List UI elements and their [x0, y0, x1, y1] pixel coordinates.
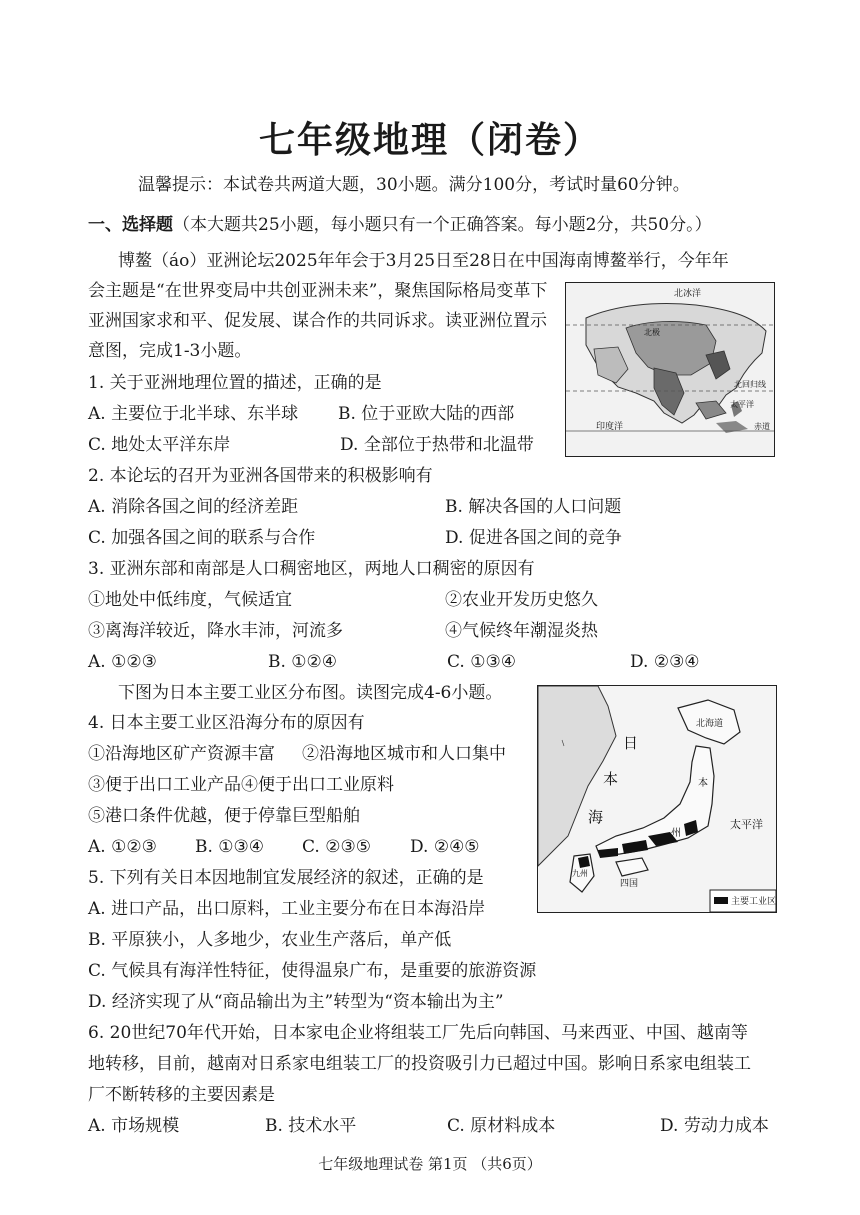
q1-option-a[interactable]: A. 主要位于北半球、东半球: [88, 404, 299, 424]
q3-statement-2: ②农业开发历史悠久: [445, 590, 598, 610]
q3-option-b[interactable]: B. ①②④: [268, 652, 338, 672]
q6-option-d[interactable]: D. 劳动力成本: [660, 1116, 769, 1136]
q4-option-a[interactable]: A. ①②③: [88, 837, 157, 857]
passage-line: 博鳌（áo）亚洲论坛2025年年会于3月25日至28日在中国海南博鳌举行，今年年: [118, 251, 729, 271]
q2-option-c[interactable]: C. 加强各国之间的联系与合作: [88, 528, 316, 548]
q4-option-d[interactable]: D. ②④⑤: [410, 837, 480, 857]
map-label-shikoku: 四国: [620, 879, 639, 889]
q5-option-b[interactable]: B. 平原狭小，人多地少，农业生产落后，单产低: [88, 930, 452, 950]
map-label-tropic: 北回归线: [734, 380, 766, 389]
q1-option-b[interactable]: B. 位于亚欧大陆的西部: [338, 404, 515, 424]
japan-map-graphic: [538, 686, 777, 913]
section-heading: [88, 214, 712, 236]
q4-statement-5: ⑤港口条件优越，便于停靠巨型船舶: [88, 806, 360, 826]
map-label-pacific-ocean: 太平洋: [730, 818, 763, 831]
map-label-honshu-1: 本: [698, 778, 708, 789]
exam-tip: 温馨提示：本试卷共两道大题，30小题。满分100分，考试时量60分钟。: [138, 175, 690, 195]
q2-option-d[interactable]: D. 促进各国之间的竞争: [445, 528, 622, 548]
passage-2-intro: 下图为日本主要工业区分布图。读图完成4-6小题。: [118, 683, 503, 703]
q1-option-d[interactable]: D. 全部位于热带和北温带: [340, 435, 534, 455]
q1-option-c[interactable]: C. 地处太平洋东岸: [88, 435, 231, 455]
q6-option-b[interactable]: B. 技术水平: [265, 1116, 357, 1136]
page-footer: 七年级地理试卷 第1页 （共6页）: [318, 1155, 542, 1173]
map-label-arctic-ocean: 北冰洋: [674, 289, 702, 299]
map-label-indian-ocean: 印度洋: [596, 422, 624, 432]
legend-label: 主要工业区: [731, 897, 777, 907]
q3-statement-3: ③离海洋较近，降水丰沛，河流多: [88, 621, 343, 641]
map-label-ben: 本: [603, 770, 619, 788]
question-2-stem: 2. 本论坛的召开为亚洲各国带来的积极影响有: [88, 466, 433, 486]
legend-swatch: [714, 897, 728, 904]
map-label-kyushu: 九州: [572, 869, 588, 878]
question-1-stem: 1. 关于亚洲地理位置的描述，正确的是: [88, 373, 382, 393]
map-label-hokkaido: 北海道: [696, 719, 724, 729]
question-5-stem: 5. 下列有关日本因地制宜发展经济的叙述，正确的是: [88, 868, 484, 888]
map-label-arctic-circle: 北极: [644, 328, 660, 337]
section-number: 一、选择题: [88, 215, 173, 235]
q5-option-a[interactable]: A. 进口产品，出口原料，工业主要分布在日本海沿岸: [88, 899, 486, 919]
q3-option-d[interactable]: D. ②③④: [630, 652, 700, 672]
question-6-stem-line3: 厂不断转移的主要因素是: [88, 1085, 275, 1105]
section-description: （本大题共25小题，每小题只有一个正确答案。每小题2分，共50分。）: [173, 215, 712, 235]
question-6-stem-line2: 地转移，目前，越南对日系家电组装工厂的投资吸引力已超过中国。影响日系家电组装工: [88, 1054, 751, 1074]
asia-map-graphic: [566, 283, 775, 457]
q6-option-a[interactable]: A. 市场规模: [88, 1116, 180, 1136]
q2-option-a[interactable]: A. 消除各国之间的经济差距: [88, 497, 299, 517]
q3-option-a[interactable]: A. ①②③: [88, 652, 157, 672]
question-3-stem: 3. 亚洲东部和南部是人口稠密地区，两地人口稠密的原因有: [88, 559, 535, 579]
japan-industry-map: [537, 685, 777, 913]
q4-option-b[interactable]: B. ①③④: [195, 837, 265, 857]
question-6-stem-line1: 6. 20世纪70年代开始，日本家电企业将组装工厂先后向韩国、马来西亚、中国、越南等: [88, 1023, 748, 1043]
map-label-honshu-2: 州: [671, 828, 681, 839]
map-label-hai: 海: [588, 808, 604, 826]
passage-line: 会主题是“在世界变局中共创亚洲未来”，聚焦国际格局变革下: [88, 281, 548, 301]
q3-statement-4: ④气候终年潮湿炎热: [445, 621, 598, 641]
map-label-pacific: 太平洋: [730, 400, 754, 409]
q4-statement-1: ①沿海地区矿产资源丰富: [88, 744, 275, 764]
passage-line: 亚洲国家求和平、促发展、谋合作的共同诉求。读亚洲位置示: [88, 311, 547, 331]
q5-option-c[interactable]: C. 气候具有海洋性特征，使得温泉广布，是重要的旅游资源: [88, 961, 537, 981]
q3-statement-1: ①地处中低纬度，气候适宜: [88, 590, 292, 610]
q3-option-c[interactable]: C. ①③④: [447, 652, 516, 672]
q6-option-c[interactable]: C. 原材料成本: [447, 1116, 556, 1136]
q4-option-c[interactable]: C. ②③⑤: [302, 837, 371, 857]
question-4-stem: 4. 日本主要工业区沿海分布的原因有: [88, 713, 365, 733]
map-label-equator: 赤道: [754, 422, 770, 431]
q2-option-b[interactable]: B. 解决各国的人口问题: [445, 497, 622, 517]
q5-option-d[interactable]: D. 经济实现了从“商品输出为主”转型为“资本输出为主”: [88, 992, 504, 1012]
q4-statement-2: ②沿海地区城市和人口集中: [302, 744, 506, 764]
passage-line: 意图，完成1-3小题。: [88, 341, 252, 361]
map-label-ri: 日: [623, 734, 639, 752]
page-title: 七年级地理（闭卷）: [258, 119, 601, 161]
asia-location-map: [565, 282, 775, 457]
q4-statement-34: ③便于出口工业产品④便于出口工业原料: [88, 775, 394, 795]
